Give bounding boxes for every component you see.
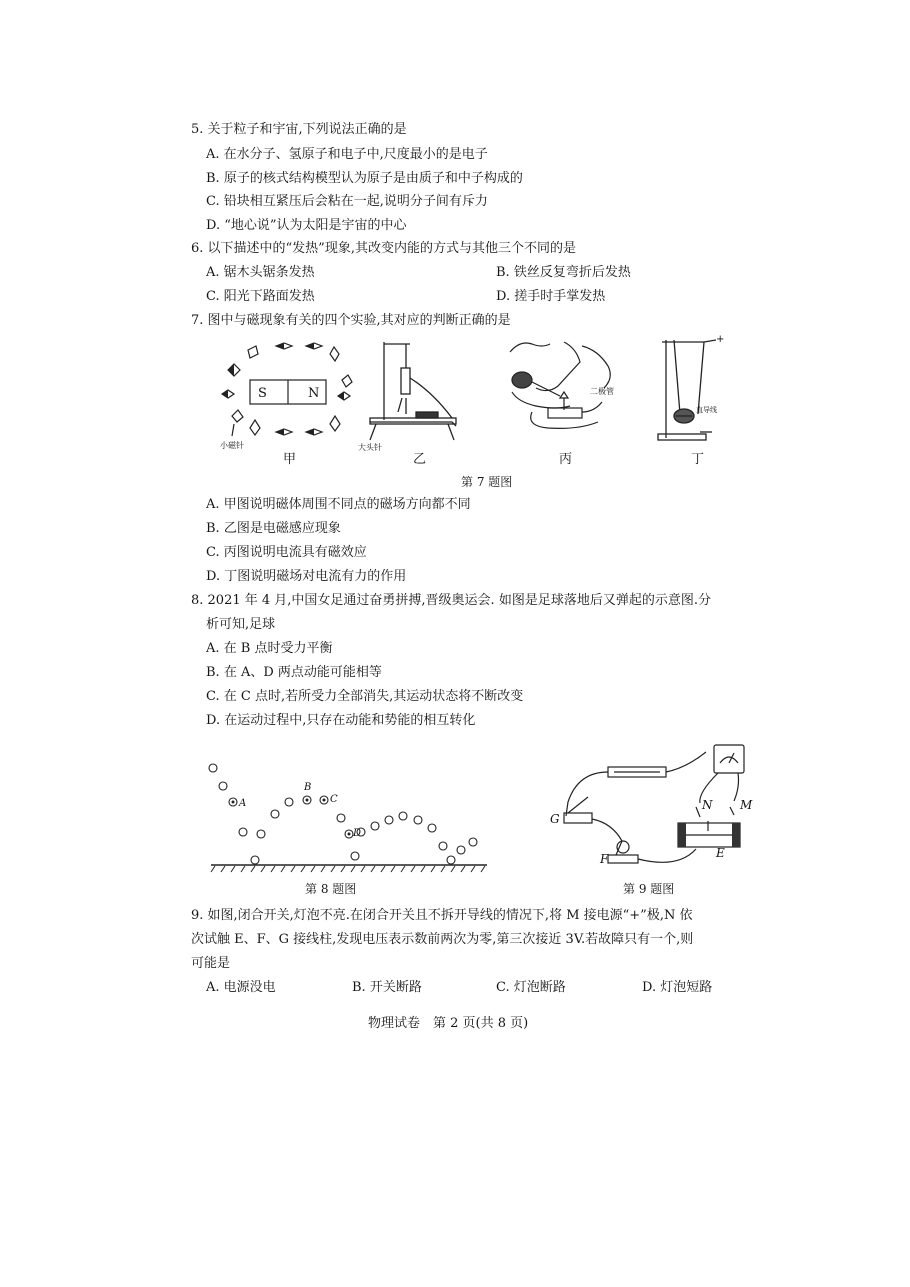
q9-figure [546,733,756,879]
point-a-label: A [239,798,247,809]
q6-stem: 6. 以下描述中的“发热”现象,其改变内能的方式与其他三个不同的是 [191,241,576,256]
q5-option-d: D. “地心说”认为太阳是宇宙的中心 [206,218,407,233]
q8-option-d: D. 在运动过程中,只存在动能和势能的相互转化 [206,713,476,728]
page-footer: 物理试卷 第 2 页(共 8 页) [368,1016,529,1031]
q9-option-b: B. 开关断路 [352,980,422,995]
ball-positions [209,764,477,864]
terminal-f-label: F [600,852,609,866]
q7-label-yi: 乙 [413,452,427,467]
terminal-n-label: N [702,798,713,812]
svg-text:+: + [716,334,725,345]
q9-option-a: A. 电源没电 [206,980,276,995]
point-d-label: D [353,828,362,839]
q7-stem: 7. 图中与磁现象有关的四个实验,其对应的判断正确的是 [191,313,511,328]
q7-figure-jia [218,340,358,452]
q7-option-b: B. 乙图是电磁感应现象 [206,521,341,536]
q7-option-c: C. 丙图说明电流具有磁效应 [206,545,367,560]
lamp-base [608,855,638,863]
q6-option-a: A. 锯木头锯条发热 [206,265,315,280]
q5-option-c: C. 铅块相互紧压后会粘在一起,说明分子间有斥力 [206,194,488,209]
q8-option-a: A. 在 B 点时受力平衡 [206,641,333,656]
pin-label: 大头针 [358,443,382,452]
q9-line3: 可能是 [191,956,231,971]
magnet-n-label: N [308,386,320,401]
q9-caption: 第 9 题图 [623,882,675,896]
q5-stem: 5. 关于粒子和宇宙,下列说法正确的是 [191,122,407,137]
q8-figure [205,760,495,876]
point-c-label: C [330,794,338,805]
q7-option-a: A. 甲图说明磁体周围不同点的磁场方向都不同 [206,497,471,512]
q8-stem-line1: 8. 2021 年 4 月,中国女足通过奋勇拼搏,晋级奥运会. 如图是足球落地后又弹起的示意图.分 [191,593,711,608]
q7-label-ding: 丁 [691,452,705,467]
magnet-s-label: S [258,386,267,401]
compass-needles [222,343,352,435]
terminal-m-label: M [740,798,753,812]
q9-option-c: C. 灯泡断路 [496,980,566,995]
terminal-e-label: E [716,846,725,860]
wire-label: 直导线 [696,406,717,414]
q7-figure-yi [356,338,466,454]
voltmeter [714,745,744,773]
q7-option-d: D. 丁图说明磁场对电流有力的作用 [206,569,407,584]
q8-option-c: C. 在 C 点时,若所受力全部消失,其运动状态将不断改变 [206,689,524,704]
q7-label-bing: 丙 [559,452,573,467]
q8-caption: 第 8 题图 [305,882,357,896]
q7-figure-bing [504,332,624,450]
small-needle-label: 小磁针 [220,441,244,450]
q8-option-b: B. 在 A、D 两点动能可能相等 [206,665,382,680]
q7-label-jia: 甲 [283,452,297,467]
terminal-g-label: G [550,812,560,826]
diode-label: 二极管 [590,387,614,396]
q7-figure-ding [652,334,728,452]
point-b-label: B [304,782,312,793]
q8-stem-line2: 析可知,足球 [206,617,276,632]
q5-option-b: B. 原子的核式结构模型认为原子是由质子和中子构成的 [206,171,523,186]
q6-option-b: B. 铁丝反复弯折后发热 [496,265,631,280]
q9-line1: 9. 如图,闭合开关,灯泡不亮.在闭合开关且不拆开导线的情况下,将 M 接电源“+”极,N 依 [191,908,693,923]
q9-option-d: D. 灯泡短路 [642,980,713,995]
q9-line2: 次试触 E、F、G 接线柱,发现电压表示数前两次为零,第三次接近 3V.若故障只有一个,则 [191,932,694,947]
switch [564,813,592,823]
q7-caption: 第 7 题图 [461,475,513,489]
q6-option-c: C. 阳光下路面发热 [206,289,315,304]
q6-option-d: D. 搓手时手掌发热 [496,289,606,304]
q5-option-a: A. 在水分子、氢原子和电子中,尺度最小的是电子 [206,147,488,162]
